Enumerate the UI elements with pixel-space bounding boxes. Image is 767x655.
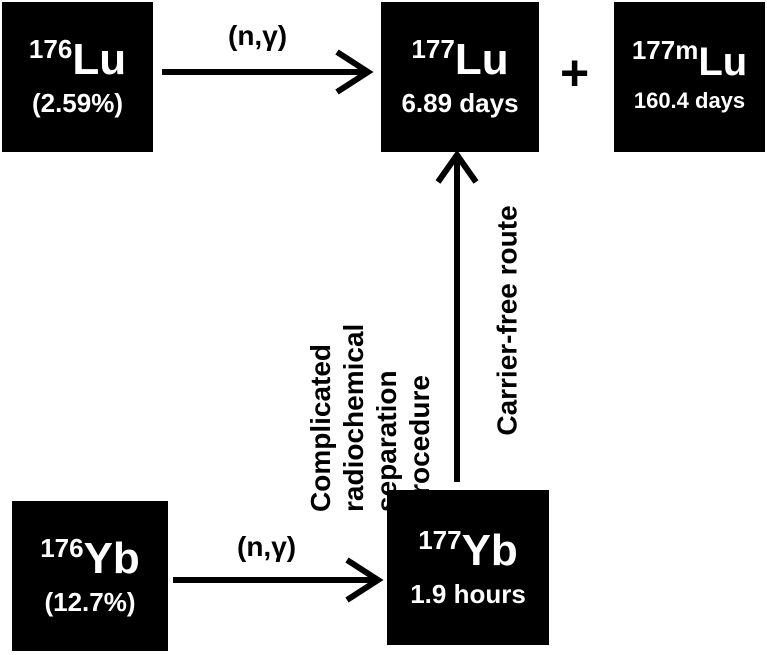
lu-177m-symbol: Lu	[698, 40, 748, 84]
plus-sign: +	[560, 45, 590, 101]
complicated-line-2: radiochemical	[338, 323, 369, 512]
complicated-line-4: procedure	[404, 375, 435, 512]
carrier-free-route-label: Carrier-free route	[491, 205, 523, 436]
yb-177-mass: 177	[418, 524, 462, 555]
lu-177-mass: 177	[411, 34, 455, 64]
arrow-lu176-to-lu177	[162, 52, 368, 92]
yb-177-symbol: Yb	[461, 525, 518, 575]
yb-176-symbol: Yb	[83, 534, 140, 583]
complicated-line-3: separation	[371, 370, 402, 512]
complicated-separation-label	[304, 212, 436, 512]
yb-176-abundance: (12.7%)	[44, 587, 136, 617]
lu-177m-half-life: 160.4 days	[633, 88, 746, 113]
lu-177m-mass: 177m	[631, 35, 699, 65]
arrow-yb176-to-yb177	[173, 560, 378, 600]
lu-176-symbol: Lu	[72, 35, 127, 84]
yb-176-mass: 176	[40, 533, 84, 563]
yb-177-half-life: 1.9 hours	[410, 578, 526, 609]
lu-176-abundance: (2.59%)	[31, 88, 124, 118]
neutron-capture-label-top: (n,γ)	[228, 20, 288, 51]
arrow-yb177-to-lu177	[438, 155, 476, 482]
lu-177-half-life: 6.89 days	[401, 88, 519, 118]
neutron-capture-label-bottom: (n,γ)	[237, 531, 297, 562]
lu-176-mass: 176	[28, 34, 73, 64]
complicated-line-1: Complicated	[305, 343, 336, 512]
lu-177-symbol: Lu	[454, 35, 509, 84]
